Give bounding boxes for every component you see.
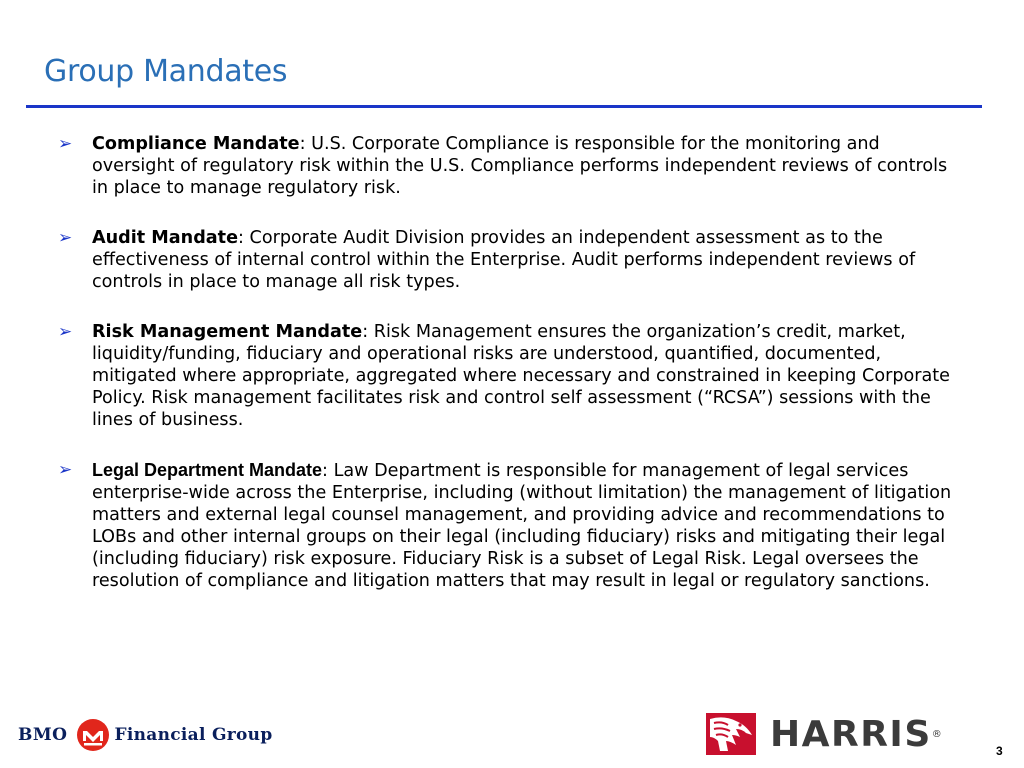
arrow-bullet-icon: ➢: [58, 134, 73, 154]
bmo-roundel-icon: [76, 718, 110, 752]
list-item: [58, 227, 958, 293]
bullet-text: : Risk Management ensures the organization’s credit, market, liquidity/funding, fiduciary and operational risks are understood, quantified, documented, mitigated where appropriate, aggregated where necessary and constrained in keeping Corporate Policy. Risk management facilitates risk and control self assessment (“RCSA”) sessions with the lines of business.: [92, 322, 950, 430]
bullet-term: Legal Department Mandate: [92, 460, 323, 480]
bullet-text: : U.S. Corporate Compliance is responsible for the monitoring and oversight of regulatory risk within the U.S. Compliance performs independent reviews of controls in place to manage regulatory risk.: [92, 134, 948, 198]
mandate-list: [58, 133, 958, 620]
bullet-text: : Law Department is responsible for management of legal services enterprise-wide across the Enterprise, including (without limitation) the management of litigation matters and external legal counsel management, and providing advice and recommendations to LOBs and other internal groups on their legal (including fiduciary) risks and mitigating their legal (including fiduciary) risk exposure. Fiduciary Risk is a subset of Legal Risk. Legal oversees the resolution of compliance and litigation matters that may result in legal or regulatory sanctions.: [92, 461, 952, 591]
registered-mark: ®: [931, 728, 942, 740]
harris-wordmark: HARRIS: [770, 713, 932, 755]
harris-logo: [706, 712, 942, 756]
bmo-group-name: Financial Group: [114, 725, 273, 745]
page-number: 3: [996, 744, 1003, 758]
arrow-bullet-icon: ➢: [58, 322, 73, 342]
bmo-financial-group-logo: [18, 712, 273, 758]
bullet-text: : Corporate Audit Division provides an independent assessment as to the effectiveness of internal control within the Enterprise. Audit performs independent reviews of controls in place to manage all risk types.: [92, 228, 916, 292]
bullet-term: Audit Mandate: [92, 228, 239, 248]
page-title: Group Mandates: [44, 54, 288, 89]
bmo-name: BMO: [18, 725, 68, 745]
list-item: [58, 459, 958, 592]
list-item: [58, 321, 958, 431]
harris-lion-icon: [706, 713, 756, 755]
list-item: [58, 133, 958, 199]
bullet-term: Compliance Mandate: [92, 134, 300, 154]
title-divider: [26, 105, 982, 108]
arrow-bullet-icon: ➢: [58, 228, 73, 248]
bullet-term: Risk Management Mandate: [92, 322, 363, 342]
arrow-bullet-icon: ➢: [58, 460, 73, 480]
